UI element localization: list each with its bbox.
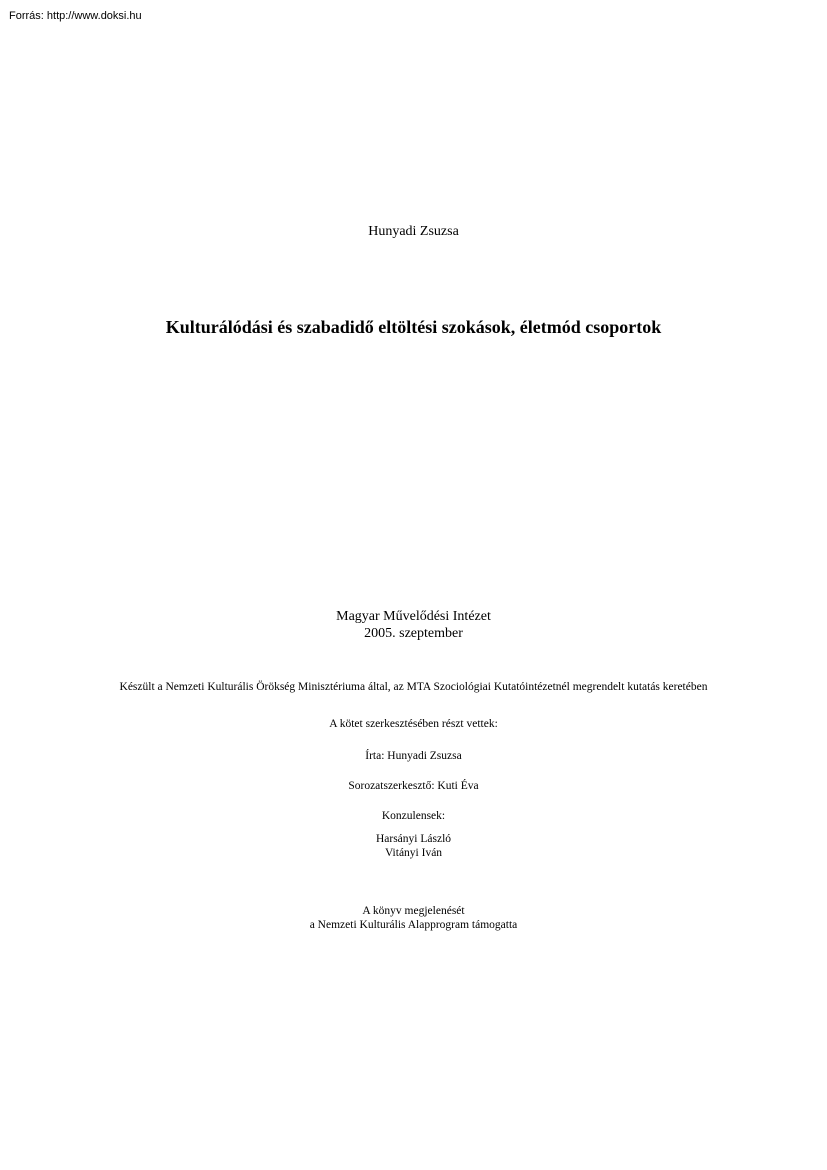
consultants-heading: Konzulensek: <box>381 810 446 822</box>
support-line-2: a Nemzeti Kulturális Alapprogram támogatta <box>309 919 518 931</box>
publisher-block <box>0 608 827 642</box>
source-line: Forrás: http://www.doksi.hu <box>9 10 142 22</box>
publication-date: 2005. szeptember <box>364 626 463 641</box>
support-line-1: A könyv megjelenését <box>362 905 465 917</box>
document-title: Kulturálódási és szabadidő eltöltési szokások, életmód csoportok <box>165 317 662 337</box>
writer-credit: Írta: Hunyadi Zsuzsa <box>365 750 462 762</box>
commission-note: Készült a Nemzeti Kulturális Örökség Minisztériuma által, az MTA Szociológiai Kutatóintézetnél megrendelt kutatás keretében <box>119 681 708 693</box>
consultant-name: Vitányi Iván <box>384 847 443 859</box>
series-editor-credit: Sorozatszerkesztő: Kuti Éva <box>348 780 479 792</box>
publisher-institute: Magyar Művelődési Intézet <box>336 609 491 624</box>
consultant-name: Harsányi László <box>375 833 452 845</box>
author-name: Hunyadi Zsuzsa <box>368 224 459 239</box>
consultants-list <box>0 832 827 860</box>
editors-heading: A kötet szerkesztésében részt vettek: <box>329 718 498 730</box>
support-note <box>0 904 827 932</box>
